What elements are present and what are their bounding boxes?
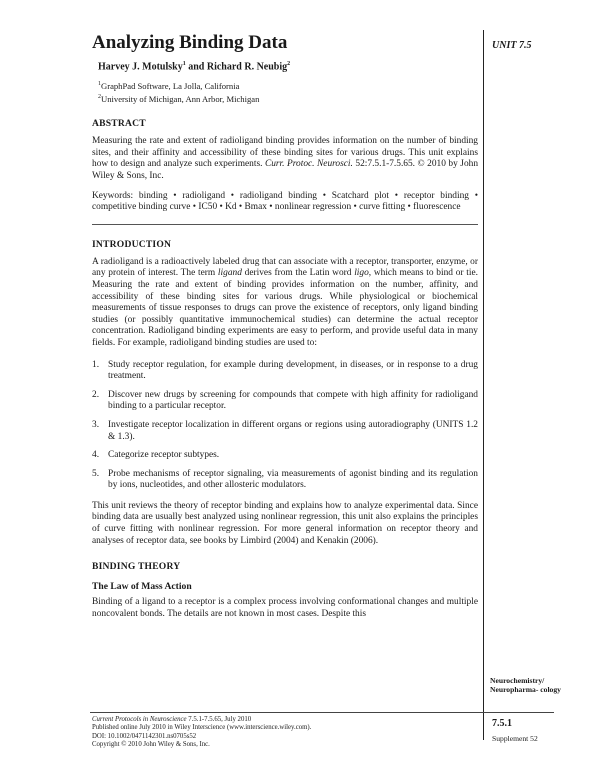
- list-item-number: 4.: [92, 450, 100, 461]
- abstract-heading: ABSTRACT: [92, 118, 146, 130]
- list-item-number: 2.: [92, 389, 100, 400]
- list-item: [92, 360, 478, 383]
- intro-paragraph-1: [92, 257, 478, 350]
- page-footer: [92, 716, 478, 750]
- side-footer-rule: [484, 712, 554, 713]
- affiliation-2-text: University of Michigan, Ann Arbor, Michigan: [101, 93, 260, 104]
- affiliation-2-num: 2: [98, 93, 101, 100]
- author-1-affil: 1: [182, 61, 186, 67]
- article-title: Analyzing Binding Data: [92, 32, 288, 53]
- author-2: Richard R. Neubig: [206, 61, 288, 73]
- abstract-divider: [92, 224, 478, 225]
- footer-journal-line: [92, 716, 478, 724]
- list-item-text: Study receptor regulation, for example during development, in diseases, or in response to a drug treatment.: [108, 359, 478, 382]
- affiliation-1: [98, 79, 478, 91]
- uses-list: [92, 360, 478, 492]
- author-line: [98, 58, 478, 73]
- article-body: [92, 30, 478, 620]
- footer-journal-pages: 7.5.1-7.5.65, July 2010: [186, 716, 252, 723]
- author-1: Harvey J. Motulsky: [98, 61, 183, 73]
- term-ligand: ligand: [217, 268, 242, 279]
- footer-doi: DOI: 10.1002/0471142301.ns0705s52: [92, 732, 197, 740]
- list-item-text: Probe mechanisms of receptor signaling, via measurements of agonist binding and its regulation by ions, nucleotides, and other allosteric modulators.: [108, 468, 478, 491]
- footer-published: Published online July 2010 in Wiley Interscience (www.interscience.wiley.com).: [92, 724, 312, 732]
- theory-subheading: The Law of Mass Action: [92, 581, 192, 593]
- margin-rule: [483, 30, 484, 740]
- abstract-citation: Curr. Protoc. Neurosci.: [264, 159, 353, 170]
- page-number: 7.5.1: [492, 718, 512, 729]
- list-item: [92, 420, 478, 443]
- list-item-number: 5.: [92, 468, 100, 479]
- footer-copyright: Copyright © 2010 John Wiley & Sons, Inc.: [92, 741, 210, 749]
- list-item-number: 3.: [92, 419, 100, 430]
- intro-paragraph-2: This unit reviews the theory of receptor binding and explains how to analyze experimental data. Since binding data are usually best analyzed using nonlinear regression, this unit also explains the principles of curve fitting with nonlinear regression. For more general information on receptor theory and analyses of receptor data, see books by Limbird (2004) and Kenakin (2006).: [92, 500, 478, 546]
- footer-rule: [90, 712, 484, 713]
- list-item-text: Discover new drugs by screening for compounds that compete with high affinity for radioligand binding to a particular receptor.: [108, 389, 478, 412]
- affiliation-1-num: 1: [98, 81, 101, 88]
- list-item-text: Categorize receptor subtypes.: [108, 450, 220, 461]
- intro-text-a: A radioligand is a radioactively labeled drug that can associate with a receptor, transporter, enzyme, or any protein of interest. The term: [92, 256, 478, 279]
- unit-label: UNIT 7.5: [492, 40, 532, 51]
- section-label: Neurochemistry/ Neuropharma- cology: [490, 676, 561, 694]
- author-and: and: [185, 61, 207, 73]
- list-item: [92, 390, 478, 413]
- list-item-number: 1.: [92, 359, 100, 370]
- footer-journal: Current Protocols in Neuroscience: [92, 716, 187, 723]
- abstract-text: [92, 136, 478, 182]
- list-item-text: Investigate receptor localization in different organs or regions using autoradiography (UNITS 1.2 & 1.3).: [108, 419, 478, 442]
- author-2-affil: 2: [287, 61, 291, 67]
- term-ligo: ligo: [354, 268, 369, 279]
- abstract-body: Measuring the rate and extent of radioligand binding provides information on the number of binding sites, and their affinity and accessibility of these binding sites for various drugs. This unit explains how to design and analyze such experiments.: [92, 136, 478, 170]
- intro-text-c: , which means to bind or tie. Measuring the rate and extent of binding provides information on the number, affinity, and accessibility of these binding sites for various drugs. While physiological or biochemical measurements of tissue responses to drugs can prove the existence of receptors, only ligand binding studies (or possibly quantitative immunochemical studies) can determine the actual receptor concentration. Radioligand binding experiments are easy to perform, and provide useful data in many fields. For example, radioligand binding studies are used to:: [92, 268, 478, 348]
- theory-heading: BINDING THEORY: [92, 561, 181, 573]
- list-item: [92, 450, 478, 462]
- affiliation-2: [98, 92, 478, 104]
- list-item: [92, 469, 478, 492]
- intro-heading: INTRODUCTION: [92, 238, 172, 250]
- abstract-citation-rest: 52:7.5.1-7.5.65. © 2010 by John Wiley & Sons, Inc.: [92, 159, 479, 182]
- theory-paragraph-1: Binding of a ligand to a receptor is a complex process involving conformational changes and multiple noncovalent bonds. The details are not known in most cases. Despite this: [92, 597, 478, 619]
- keywords: Keywords: binding • radioligand • radioligand binding • Scatchard plot • receptor binding • competitive binding curve • IC50 • Kd • Bmax • nonlinear regression • curve fitting • fluorescence: [92, 190, 478, 213]
- supplement-label: Supplement 52: [492, 734, 538, 743]
- affiliation-1-text: GraphPad Software, La Jolla, California: [101, 81, 240, 92]
- intro-text-b: derives from the Latin word: [241, 268, 355, 279]
